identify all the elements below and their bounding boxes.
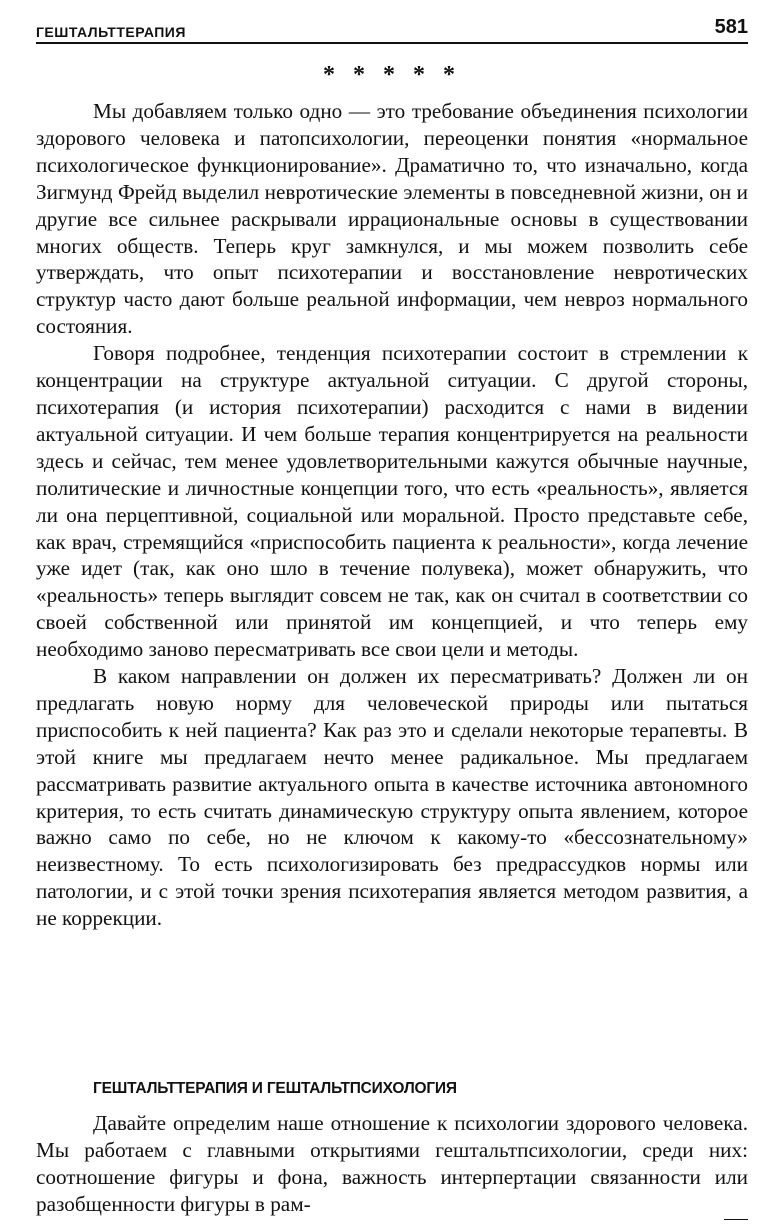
running-head [36, 14, 748, 44]
body-text-block [36, 98, 748, 932]
page-number: 581 [714, 16, 748, 38]
paragraph: Давайте определим наше отношение к психологии здорового человека. Мы работаем с главными открытиями гештальтпсихологии, среди них: соотношение фигуры и фона, важность интерпертации связанности или разобщенности фигуры в рам- [36, 1111, 748, 1216]
running-title: ГЕШТАЛЬТТЕРАПИЯ [36, 24, 186, 40]
section-separator: * * * * * [323, 62, 461, 88]
section-heading: ГЕШТАЛЬТТЕРАПИЯ И ГЕШТАЛЬТПСИХОЛОГИЯ [93, 1080, 457, 1097]
section-text-block [36, 1110, 748, 1218]
paragraph: Говоря подробнее, тенденция психотерапии состоит в стремлении к концентрации на структуре актуальной ситуации. С другой стороны, психотерапия (и история психотерапии) расходится с нами в видении актуальной ситуации. И чем больше терапия концентрируется на реальности здесь и сейчас, тем менее удовлетворительными кажутся обычные научные, политические и личностные концепции того, что есть «реальность», является ли она перцептивной, социальной или моральной. Просто представьте себе, как врач, стремящийся «приспособить пациента к реальности», когда лечение уже идет (так, как оно шло в течение полувека), может обнаружить, что «реальность» теперь выглядит совсем не так, как он считал в соответствии со своей собственной или принятой им концепцией, и что теперь ему необходимо заново пересматривать все свои цели и методы. [36, 341, 748, 662]
paragraph: В каком направлении он должен их пересматривать? Должен ли он предлагать новую норму для человеческой природы или пытаться приспособить к ней пациента? Как раз это и сделали некоторые терапевты. В этой книге мы предлагаем нечто менее радикальное. Мы предлагаем рассматривать развитие актуального опыта в качестве источника автономного критерия, то есть считать динамическую структуру опыта явлением, которое важно само по себе, но не ключом к какому-то «бессознательному» неизвестному. То есть психологизировать без предрассудков нормы или патологии, и с этой точки зрения психотерапия является методом развития, а не коррекции. [36, 664, 748, 931]
footnote-rule [724, 1219, 748, 1220]
paragraph: Мы добавляем только одно — это требование объединения психологии здорового человека и патопсихологии, переоценки понятия «нормальное психологическое функционирование». Драматично то, что изначально, когда Зигмунд Фрейд выделил невротические элементы в повседневной жизни, он и другие все сильнее раскрывали иррациональные основы в существовании многих обществ. Теперь круг замкнулся, и мы можем позволить себе утверждать, что опыт психотерапии и восстановление невротических структур часто дают больше реальной информации, чем невроз нормального состояния. [36, 99, 748, 339]
book-page [36, 0, 748, 1226]
